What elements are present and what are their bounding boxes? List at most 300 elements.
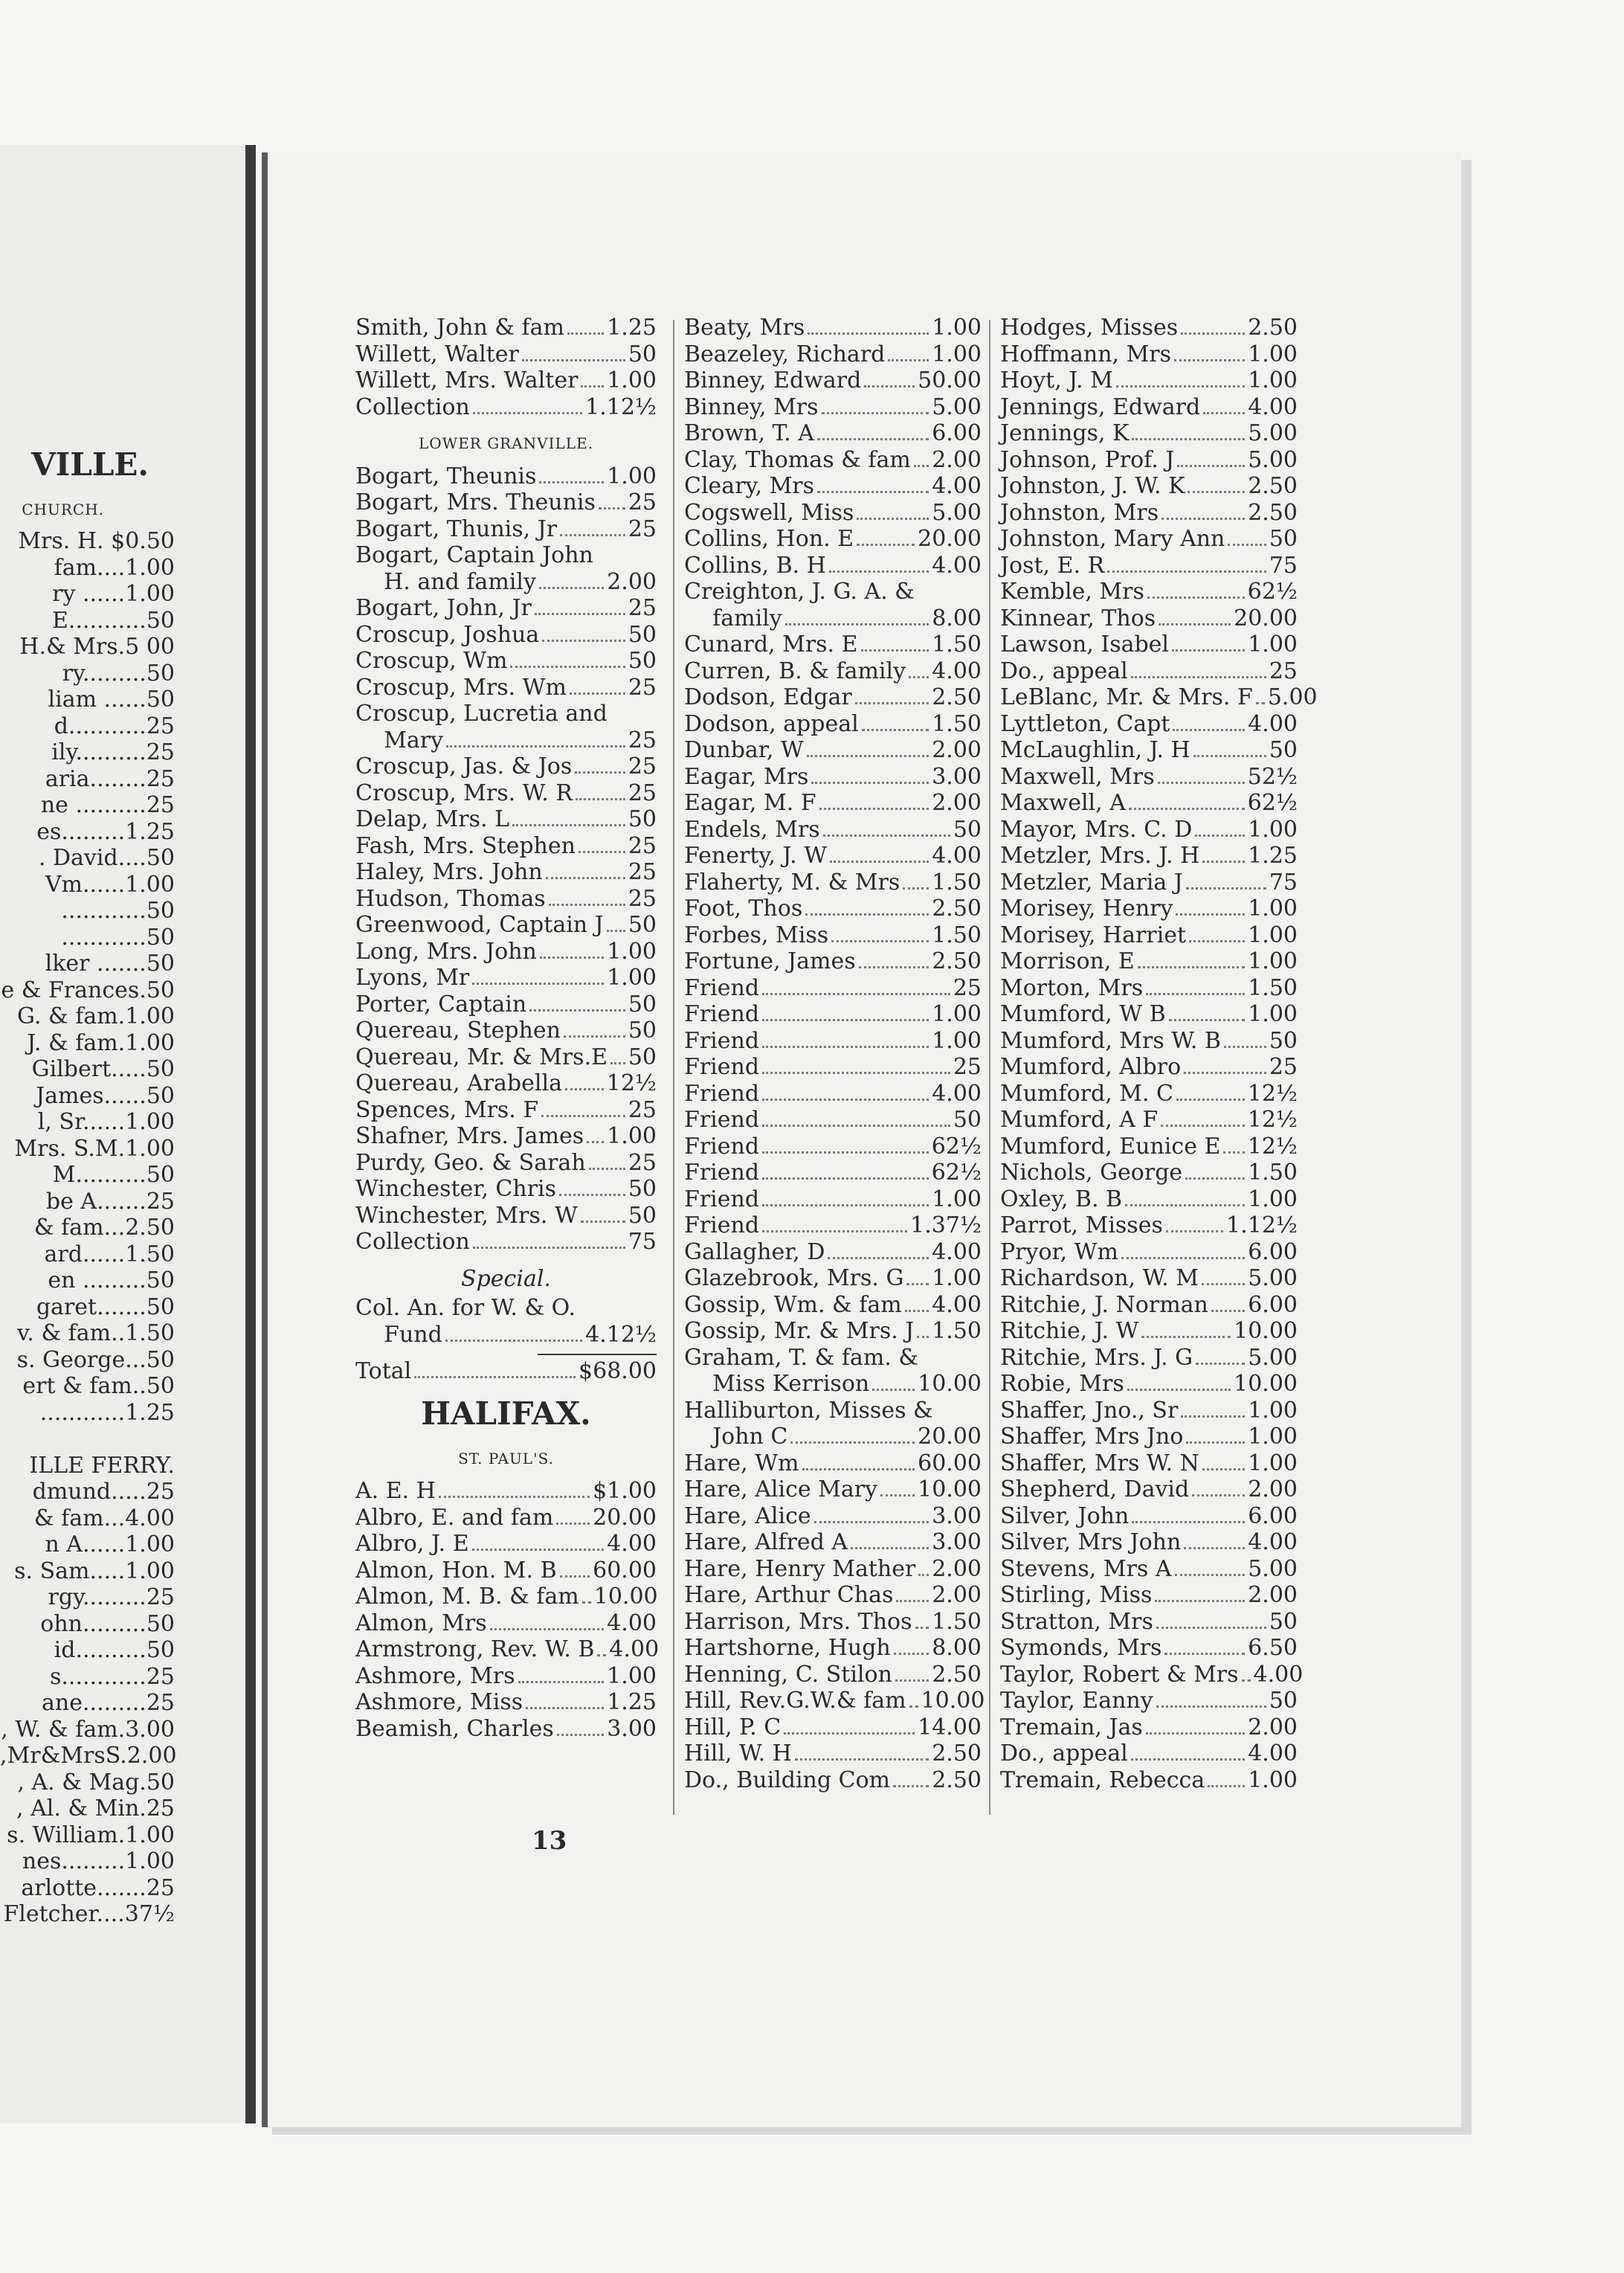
donor-entry [355, 1557, 657, 1584]
donor-name: Hare, Alfred A [684, 1529, 848, 1555]
donation-amount: 50 [628, 912, 657, 938]
donor-entry [1000, 684, 1318, 711]
donor-name: Do., appeal [1000, 1740, 1128, 1766]
donation-amount: 20.00 [918, 526, 982, 552]
leader-dots [762, 993, 950, 995]
donor-name: Mary [355, 727, 444, 753]
donation-amount: 10.00 [1234, 1371, 1298, 1397]
leader-dots [851, 1547, 929, 1549]
leader-dots [808, 332, 929, 335]
donor-entry [1000, 1186, 1298, 1213]
donor-name: Friend [684, 1133, 760, 1160]
left-page-heading: VILLE. [31, 446, 149, 483]
donation-amount: 4.00 [1248, 710, 1298, 737]
leader-dots [1176, 1099, 1245, 1101]
donation-amount: 2.00 [932, 446, 982, 473]
leader-dots [905, 1310, 929, 1312]
donation-amount: 50 [628, 1176, 657, 1202]
leader-dots [1166, 1230, 1223, 1232]
halifax-heading: HALIFAX. [421, 1395, 591, 1432]
donation-amount: 8.00 [932, 605, 982, 631]
left-page-row: rgy.........25 [48, 1584, 175, 1610]
donor-name: Shepherd, David [1000, 1476, 1190, 1502]
donor-entry [355, 991, 657, 1018]
leader-dots [1173, 729, 1245, 731]
donor-name: Cunard, Mrs. E [684, 631, 858, 658]
donation-amount: 1.00 [1248, 816, 1298, 843]
leader-dots [581, 1221, 625, 1223]
donor-name: Bogart, John, Jr [355, 595, 532, 621]
leader-dots [526, 1707, 604, 1709]
donor-name: Willett, Walter [355, 341, 519, 367]
donor-entry [1000, 711, 1298, 738]
donor-name: H. and family [355, 568, 536, 595]
donation-amount: 10.00 [921, 1688, 985, 1714]
donor-name: Dodson, Edgar [684, 684, 852, 710]
leader-dots [473, 412, 582, 414]
donor-name: Silver, John [1000, 1502, 1130, 1529]
donor-name: Ashmore, Mrs [355, 1662, 515, 1689]
donor-name: Croscup, Lucretia and [355, 701, 608, 727]
donor-name: Flaherty, M. & Mrs [684, 869, 900, 896]
donor-entry [1000, 1345, 1298, 1372]
left-page-row: es.........1.25 [36, 818, 175, 845]
donor-name: Eagar, Mrs [684, 763, 809, 790]
donation-amount: 1.12½ [585, 393, 657, 420]
donation-amount: 25 [628, 859, 657, 885]
donor-entry [1000, 1529, 1298, 1556]
donor-name: Croscup, Mrs. W. R [355, 779, 573, 806]
donor-name: Winchester, Mrs. W [355, 1202, 578, 1229]
donor-entry [355, 1044, 657, 1071]
leader-dots [814, 1521, 929, 1523]
donor-entry [355, 1150, 657, 1177]
donor-entry [1000, 975, 1298, 1002]
leader-dots [589, 1168, 625, 1170]
leader-dots [795, 1758, 929, 1761]
donor-entry [355, 1689, 657, 1716]
donor-entry [684, 579, 982, 605]
donor-name: Metzler, Mrs. J. H [1000, 843, 1200, 869]
donor-entry [1000, 1160, 1298, 1186]
leader-dots [1121, 1257, 1245, 1259]
leader-dots [762, 1177, 929, 1180]
donor-entry [1000, 1107, 1298, 1134]
donation-amount: 4.00 [932, 1291, 982, 1318]
donor-name: Clay, Thomas & fam [684, 446, 911, 473]
donor-name: Gossip, Wm. & fam [684, 1291, 902, 1318]
leader-dots [582, 1601, 591, 1604]
section-lower-granville: LOWER GRANVILLE. [418, 434, 594, 452]
donor-name: Willett, Mrs. Walter [355, 367, 579, 393]
donor-entry [355, 859, 657, 886]
donation-amount: 1.00 [1248, 1001, 1298, 1027]
donor-entry [684, 1134, 982, 1160]
donor-entry [355, 1663, 657, 1690]
leader-dots [599, 507, 625, 509]
leader-dots [540, 957, 604, 959]
donor-entry [684, 684, 982, 711]
donor-name: Mumford, Mrs W. B [1000, 1027, 1221, 1054]
donor-entry [684, 1740, 982, 1767]
donor-entry [1000, 500, 1298, 527]
donor-name: Mumford, M. C [1000, 1080, 1174, 1107]
donor-entry [1000, 1371, 1298, 1398]
donor-entry [355, 1584, 657, 1610]
donor-entry [1000, 1398, 1298, 1424]
donor-name: Beaty, Mrs [684, 315, 805, 341]
donor-name: Fenerty, J. W [684, 843, 828, 869]
donor-entry [1000, 658, 1298, 685]
donation-amount: 25 [628, 674, 657, 701]
donor-name: Beazeley, Richard [684, 341, 886, 367]
donor-entry [1000, 1688, 1298, 1714]
leader-dots [607, 930, 625, 932]
donor-entry [355, 1610, 657, 1637]
donor-name: Cleary, Mrs [684, 473, 815, 499]
leader-dots [1141, 1336, 1231, 1338]
donor-name: McLaughlin, J. H [1000, 737, 1190, 763]
donation-amount: 1.00 [932, 315, 982, 341]
donor-entry [684, 367, 982, 394]
donor-name: Hill, Rev.G.W.& fam [684, 1688, 906, 1714]
left-page-row: E...........50 [52, 607, 175, 634]
leader-dots [490, 1628, 605, 1630]
donor-name: Endels, Mrs [684, 816, 820, 843]
donor-name: Mumford, A F [1000, 1107, 1159, 1133]
leader-dots [894, 1653, 929, 1655]
donation-amount: 25 [628, 779, 657, 806]
donor-entry [355, 806, 657, 833]
donor-name: Friend [684, 1080, 760, 1107]
leader-dots [581, 385, 604, 388]
donor-entry [1000, 394, 1298, 421]
donation-amount: 1.00 [932, 341, 982, 367]
donor-entry [1000, 1239, 1298, 1266]
donation-amount: 20.00 [918, 1424, 982, 1450]
left-page-row: Gilbert.....50 [31, 1056, 175, 1082]
left-page-row: e & Frances.50 [1, 977, 175, 1003]
donor-entry [684, 1028, 982, 1055]
leader-dots [823, 835, 950, 837]
leader-dots [1164, 1653, 1245, 1655]
leader-dots [807, 755, 929, 757]
donation-amount: 1.50 [1248, 1160, 1298, 1186]
donation-amount: 10.00 [918, 1476, 982, 1502]
left-page-list [0, 528, 175, 1928]
donor-entry [684, 1292, 982, 1319]
donation-amount: 50 [628, 648, 657, 674]
donor-name: Friend [684, 1027, 760, 1054]
leader-dots [918, 1574, 929, 1576]
donor-name: Stratton, Mrs [1000, 1608, 1153, 1635]
donor-name: Dodson, appeal [684, 710, 859, 737]
leader-dots [472, 1549, 605, 1551]
left-page-row: ily..........25 [51, 739, 175, 765]
donor-name: Quereau, Arabella [355, 1070, 562, 1096]
donor-entry [355, 886, 657, 913]
left-page-row: ............1.25 [39, 1399, 175, 1426]
donation-amount: 6.00 [1248, 1238, 1298, 1265]
donation-amount: 2.50 [932, 896, 982, 922]
left-page-row: & fam...4.00 [33, 1505, 175, 1531]
donation-amount: 62½ [931, 1160, 982, 1186]
donation-amount: 1.25 [607, 1689, 657, 1715]
left-page-row: ,Mr&MrsS.2.00 [0, 1743, 177, 1769]
leader-dots [822, 412, 929, 414]
donation-amount: 1.00 [607, 1662, 657, 1689]
donor-name: Col. An. for W. & O. [355, 1295, 576, 1321]
donor-name: Almon, Hon. M. B [355, 1557, 557, 1584]
left-page-row: en .........50 [48, 1267, 175, 1293]
donor-entry [1000, 1265, 1298, 1292]
donor-name: Hartshorne, Hugh [684, 1635, 891, 1661]
leader-dots [1174, 359, 1245, 361]
donor-name: Robie, Mrs [1000, 1371, 1124, 1397]
donor-name: Brown, T. A [684, 420, 814, 446]
donor-name: Bogart, Theunis [355, 463, 537, 489]
donation-amount: 50 [628, 621, 657, 648]
leader-dots [1202, 1468, 1245, 1470]
left-page-row: lker .......50 [45, 951, 175, 977]
donor-name: Henning, C. Stilon [684, 1661, 892, 1688]
donor-entry [684, 1107, 982, 1134]
donation-amount: 60.00 [918, 1450, 982, 1476]
donor-name: Glazebrook, Mrs. G [684, 1265, 904, 1291]
donation-amount: 25 [1269, 658, 1298, 684]
donor-entry [355, 463, 657, 490]
leader-dots [1196, 1363, 1245, 1365]
left-page-row: arlotte.......25 [21, 1874, 175, 1901]
donor-name: Fortune, James [684, 948, 856, 974]
donation-amount: 2.00 [1248, 1476, 1298, 1502]
donation-amount: 4.12½ [585, 1321, 657, 1348]
leader-dots [917, 1336, 929, 1338]
donation-amount: 6.00 [1248, 1291, 1298, 1318]
leader-dots [1138, 966, 1245, 968]
donor-entry [355, 569, 657, 596]
donor-entry [684, 1318, 982, 1345]
leader-dots [1202, 1283, 1245, 1285]
leader-dots [565, 1088, 604, 1090]
leader-dots [1188, 491, 1245, 493]
donor-name: Greenwood, Captain J [355, 912, 604, 938]
donor-name: Hare, Henry Mather [684, 1555, 916, 1582]
donor-name: Hoffmann, Mrs [1000, 341, 1172, 367]
donor-entry [1000, 1740, 1298, 1767]
donation-amount: 62½ [1247, 579, 1298, 605]
donor-name: Creighton, J. G. A. & [684, 579, 915, 605]
donor-entry [684, 658, 982, 685]
donation-amount: 6.00 [1248, 1502, 1298, 1529]
donor-name: Quereau, Stephen [355, 1017, 561, 1044]
donation-amount: 75 [1269, 869, 1298, 896]
donor-entry [1000, 1001, 1298, 1028]
donor-entry [684, 1398, 982, 1424]
donor-entry [684, 1635, 982, 1662]
column-2 [684, 315, 985, 1793]
donor-name: Collection [355, 393, 470, 420]
donor-entry [355, 1229, 657, 1256]
left-page-row: v. & fam..1.50 [16, 1320, 175, 1346]
donor-name: Shaffer, Jno., Sr [1000, 1397, 1179, 1424]
donation-amount: 5.00 [1248, 420, 1298, 446]
leader-dots [597, 1654, 606, 1656]
donor-name: Shaffer, Mrs Jno [1000, 1424, 1184, 1450]
donor-entry [684, 1212, 982, 1239]
leader-dots [518, 1681, 605, 1683]
donor-entry [684, 631, 982, 658]
leader-dots [1186, 1441, 1245, 1444]
donor-name: Foot, Thos [684, 896, 803, 922]
donation-amount: 4.00 [1248, 393, 1298, 420]
left-page-row: G. & fam.1.00 [17, 1003, 175, 1029]
donor-entry [355, 1123, 657, 1150]
donation-amount: 4.00 [607, 1531, 657, 1557]
left-page-row: . David....50 [38, 845, 175, 871]
donor-name: Jennings, Edward [1000, 393, 1201, 420]
donor-entry [1000, 315, 1298, 341]
donor-entry [684, 1529, 982, 1556]
donation-amount: 1.00 [1248, 1397, 1298, 1424]
donation-amount: 52½ [1247, 763, 1298, 790]
leader-dots [1242, 1679, 1251, 1682]
special-list [355, 1295, 657, 1348]
donation-amount: 5.00 [1267, 684, 1318, 710]
donation-amount: 62½ [1247, 790, 1298, 816]
leader-dots [529, 1009, 625, 1012]
donor-entry [684, 315, 982, 341]
donor-name: Harrison, Mrs. Thos [684, 1608, 912, 1635]
donor-name: Maxwell, A [1000, 790, 1126, 816]
donation-amount: 2.50 [1248, 473, 1298, 499]
donor-entry [355, 1017, 657, 1044]
left-page-row: Fletcher....37½ [3, 1901, 175, 1927]
donor-name: Curren, B. & family [684, 658, 906, 684]
donation-amount: 5.00 [1248, 1265, 1298, 1291]
leader-dots [1193, 755, 1266, 757]
left-page-row: liam ......50 [48, 687, 175, 713]
leader-dots [862, 729, 929, 731]
donor-name: Mumford, Albro [1000, 1054, 1182, 1080]
donor-entry [1000, 1661, 1304, 1688]
leader-dots [762, 1230, 907, 1232]
donor-name: Hudson, Thomas [355, 885, 546, 912]
donor-entry [684, 817, 982, 843]
leader-dots [570, 692, 625, 695]
left-page-row: s. William.1.00 [7, 1822, 175, 1848]
donor-name: Delap, Mrs. L [355, 806, 510, 832]
donor-name: Ritchie, J. Norman [1000, 1291, 1208, 1318]
leader-dots [446, 745, 625, 748]
donor-entry [684, 948, 982, 975]
donor-entry [684, 1001, 982, 1028]
col1-list-a [355, 315, 657, 420]
leader-dots [512, 824, 625, 826]
donation-amount: 1.25 [607, 315, 657, 341]
leader-dots [445, 1340, 582, 1342]
left-page-fragment [0, 145, 256, 2123]
donor-entry [1000, 1767, 1298, 1794]
donation-amount: 2.00 [932, 1555, 982, 1582]
donor-name: Richardson, W. M [1000, 1265, 1199, 1291]
donor-name: Mumford, Eunice E [1000, 1133, 1221, 1160]
leader-dots [1146, 1732, 1245, 1735]
donation-amount: 1.00 [1248, 896, 1298, 922]
donation-amount: 10.00 [593, 1584, 658, 1610]
donation-amount: 25 [628, 515, 657, 542]
donor-name: Do., appeal [1000, 658, 1128, 684]
left-page-row: ry.........50 [62, 660, 175, 687]
donation-amount: 25 [628, 489, 657, 515]
donation-amount: 12½ [1247, 1133, 1298, 1160]
donor-name: Gallagher, D [684, 1238, 825, 1265]
donor-entry [355, 1176, 657, 1203]
donor-entry [1000, 1476, 1298, 1503]
leader-dots [1223, 1151, 1244, 1154]
donor-entry [684, 1186, 982, 1213]
donor-entry [355, 1295, 657, 1322]
donor-name: LeBlanc, Mr. & Mrs. F [1000, 684, 1253, 710]
leader-dots [1155, 1600, 1245, 1602]
donor-name: Stirling, Miss [1000, 1582, 1153, 1608]
donor-name: Hare, Alice Mary [684, 1476, 878, 1502]
donor-entry [684, 420, 982, 447]
leader-dots [762, 1019, 929, 1021]
donation-amount: 2.50 [932, 684, 982, 710]
donation-amount: 1.50 [932, 710, 982, 737]
donation-amount: 60.00 [593, 1557, 657, 1584]
donor-name: Albro, E. and fam [355, 1504, 554, 1531]
donor-name: Johnston, Mrs [1000, 499, 1159, 526]
donor-name: Croscup, Mrs. Wm [355, 674, 567, 701]
leader-dots [861, 649, 929, 652]
donor-name: Hare, Arthur Chas [684, 1582, 894, 1608]
donor-name: Spences, Mrs. F [355, 1096, 539, 1123]
donation-amount: 1.37½ [910, 1212, 982, 1238]
donor-name: Kinnear, Thos [1000, 605, 1156, 631]
donor-entry [1000, 473, 1298, 500]
donation-amount: 6.50 [1248, 1635, 1298, 1661]
donation-amount: 2.50 [1248, 499, 1298, 526]
leader-dots [541, 1115, 625, 1117]
donor-entry [355, 727, 657, 754]
donor-name: Albro, J. E [355, 1531, 469, 1557]
donation-amount: 4.00 [932, 1080, 982, 1107]
left-page-row: Mrs. S.M.1.00 [14, 1135, 175, 1162]
donor-entry [684, 473, 982, 500]
donor-name: Quereau, Mr. & Mrs.E [355, 1044, 608, 1070]
donation-amount: 1.00 [1248, 341, 1298, 367]
donor-entry [684, 526, 982, 553]
donation-amount: 1.00 [932, 1001, 982, 1027]
donor-entry [1000, 526, 1298, 553]
donor-name: Mayor, Mrs. C. D [1000, 816, 1193, 843]
donor-entry [684, 1714, 982, 1741]
donation-amount: 1.00 [607, 938, 657, 965]
leader-dots [610, 1062, 625, 1064]
donor-name: Hare, Wm [684, 1450, 799, 1476]
leader-dots [539, 481, 604, 483]
donor-name: Morisey, Harriet [1000, 922, 1187, 948]
donor-name: Stevens, Mrs A [1000, 1555, 1172, 1582]
leader-dots [914, 465, 929, 467]
donation-amount: 10.00 [1234, 1318, 1298, 1344]
leader-dots [567, 332, 604, 335]
left-page-row: s. George...50 [16, 1346, 175, 1373]
donor-entry [355, 965, 657, 991]
donor-name: Taylor, Robert & Mrs [1000, 1661, 1239, 1688]
